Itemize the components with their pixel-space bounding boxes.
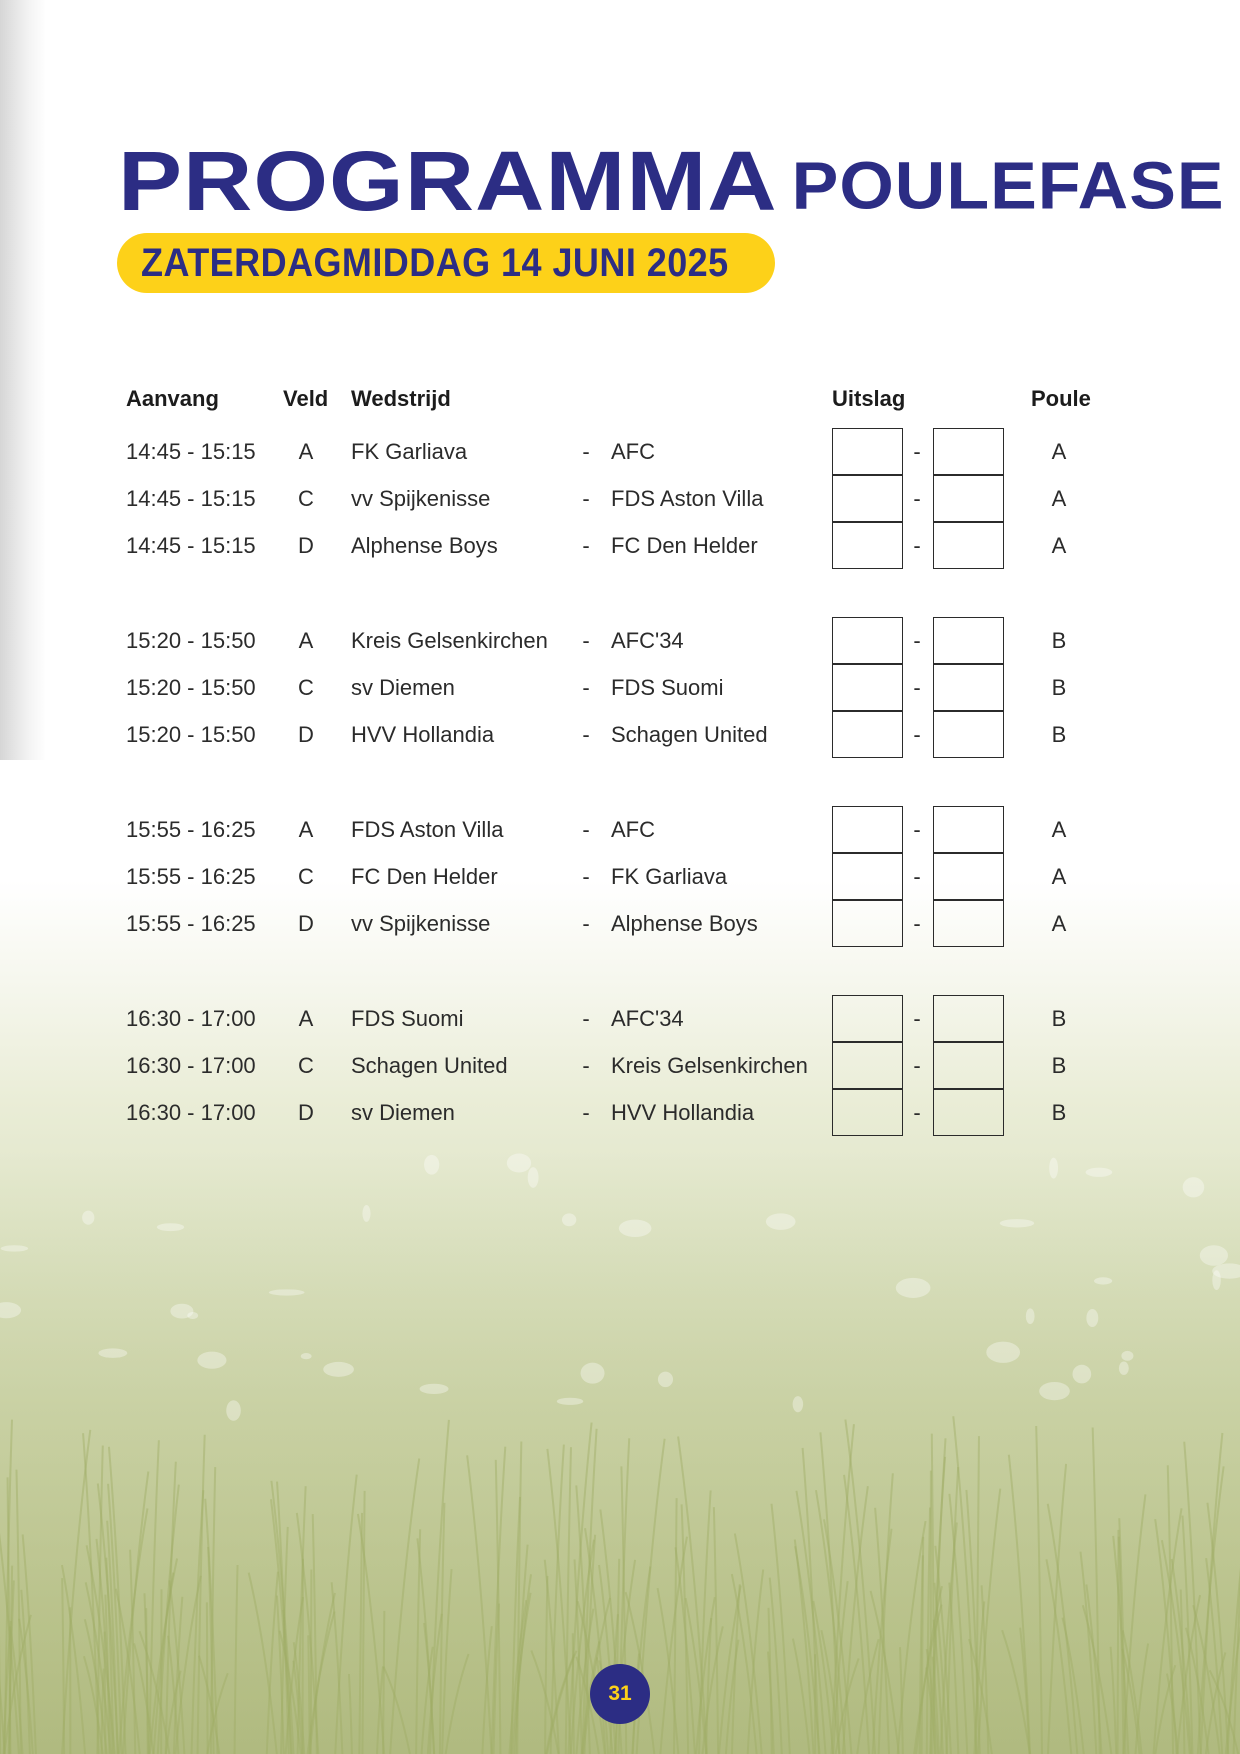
match-away-team: Kreis Gelsenkirchen (611, 1053, 808, 1078)
page-number-badge: 31 (590, 1664, 650, 1724)
score-box-home[interactable] (832, 900, 903, 947)
score-separator: - (913, 486, 921, 511)
match-home-team: Alphense Boys (351, 533, 498, 558)
score-box-home[interactable] (832, 995, 903, 1042)
grass-blade (573, 1633, 574, 1754)
match-row (0, 711, 1240, 758)
bokeh-light (1183, 1177, 1205, 1197)
score-separator: - (913, 864, 921, 889)
bokeh-light (986, 1342, 1020, 1363)
score-box-home[interactable] (832, 664, 903, 711)
match-row (0, 853, 1240, 900)
match-time: 14:45 - 15:15 (126, 533, 256, 558)
header-veld: Veld (283, 386, 329, 411)
score-separator: - (913, 911, 921, 936)
match-time: 14:45 - 15:15 (126, 439, 256, 464)
match-poule: A (1051, 864, 1067, 889)
score-box-away[interactable] (933, 900, 1004, 947)
bokeh-light (1200, 1245, 1228, 1266)
match-time: 15:20 - 15:50 (126, 628, 256, 653)
bokeh-light (187, 1312, 198, 1319)
score-box-home[interactable] (832, 853, 903, 900)
score-box-home[interactable] (832, 1042, 903, 1089)
match-away-team: AFC'34 (611, 628, 684, 653)
match-poule: B (1051, 1006, 1067, 1031)
bokeh-light (1086, 1168, 1113, 1177)
score-separator: - (913, 1006, 921, 1031)
score-separator: - (913, 628, 921, 653)
match-row (0, 806, 1240, 853)
match-veld: D (298, 722, 314, 747)
title-main: PROGRAMMA (118, 134, 778, 229)
match-separator: - (582, 533, 590, 558)
bokeh-light (420, 1384, 449, 1394)
match-home-team: FDS Suomi (351, 1006, 464, 1031)
match-row (0, 475, 1240, 522)
match-poule: B (1051, 722, 1067, 747)
match-row (0, 617, 1240, 664)
score-box-home[interactable] (832, 617, 903, 664)
bokeh-light (197, 1352, 226, 1369)
match-separator: - (582, 722, 590, 747)
bokeh-light (528, 1167, 539, 1188)
match-home-team: Schagen United (351, 1053, 508, 1078)
match-home-team: sv Diemen (351, 1100, 455, 1125)
match-separator: - (582, 675, 590, 700)
bokeh-light (581, 1363, 605, 1384)
bokeh-light (269, 1289, 305, 1295)
bokeh-light (896, 1278, 931, 1298)
match-poule: A (1051, 911, 1067, 936)
match-home-team: FK Garliava (351, 439, 468, 464)
match-away-team: FDS Aston Villa (611, 486, 764, 511)
score-separator: - (913, 533, 921, 558)
score-separator: - (913, 439, 921, 464)
match-separator: - (582, 817, 590, 842)
bokeh-light (507, 1153, 531, 1172)
match-away-team: AFC (611, 817, 655, 842)
match-poule: A (1051, 439, 1067, 464)
bokeh-light (301, 1353, 312, 1359)
header-uitslag: Uitslag (832, 386, 906, 411)
bokeh-light (1121, 1351, 1133, 1361)
match-away-team: FK Garliava (611, 864, 728, 889)
match-row (0, 900, 1240, 947)
match-poule: A (1051, 817, 1067, 842)
match-separator: - (582, 628, 590, 653)
score-box-home[interactable] (832, 522, 903, 569)
match-home-team: vv Spijkenisse (351, 486, 491, 511)
match-poule: B (1051, 675, 1067, 700)
match-row (0, 664, 1240, 711)
match-separator: - (582, 1100, 590, 1125)
match-separator: - (582, 486, 590, 511)
match-home-team: Kreis Gelsenkirchen (351, 628, 548, 653)
bokeh-light (323, 1362, 354, 1377)
match-away-team: AFC'34 (611, 1006, 684, 1031)
score-box-away[interactable] (933, 806, 1004, 853)
bokeh-light (1212, 1270, 1221, 1290)
score-box-home[interactable] (832, 1089, 903, 1136)
match-veld: C (298, 864, 314, 889)
bokeh-light (226, 1400, 241, 1421)
score-separator: - (913, 1100, 921, 1125)
match-veld: A (298, 817, 314, 842)
match-veld: C (298, 486, 314, 511)
match-away-team: Schagen United (611, 722, 768, 747)
match-away-team: AFC (611, 439, 655, 464)
page-title (118, 128, 1225, 229)
date-banner (117, 233, 775, 293)
match-time: 16:30 - 17:00 (126, 1006, 256, 1031)
match-home-team: FDS Aston Villa (351, 817, 504, 842)
match-row (0, 1042, 1240, 1089)
match-time: 15:55 - 16:25 (126, 817, 256, 842)
match-veld: D (298, 911, 314, 936)
match-veld: A (298, 439, 314, 464)
score-box-home[interactable] (832, 711, 903, 758)
match-row (0, 1089, 1240, 1136)
score-box-away[interactable] (933, 711, 1004, 758)
bokeh-light (1, 1245, 28, 1251)
match-away-team: FC Den Helder (611, 533, 758, 558)
score-separator: - (913, 817, 921, 842)
bokeh-light (658, 1372, 673, 1387)
match-separator: - (582, 911, 590, 936)
match-home-team: sv Diemen (351, 675, 455, 700)
bokeh-light (1049, 1158, 1058, 1179)
match-time: 16:30 - 17:00 (126, 1053, 256, 1078)
header-wedstrijd: Wedstrijd (351, 386, 451, 411)
score-box-home[interactable] (832, 428, 903, 475)
match-separator: - (582, 1006, 590, 1031)
match-veld: C (298, 1053, 314, 1078)
bokeh-light (619, 1220, 652, 1237)
score-box-home[interactable] (832, 475, 903, 522)
bokeh-light (424, 1155, 439, 1175)
score-box-away[interactable] (933, 853, 1004, 900)
match-separator: - (582, 864, 590, 889)
match-time: 15:55 - 16:25 (126, 911, 256, 936)
bokeh-light (1072, 1365, 1091, 1384)
bokeh-light (766, 1213, 796, 1230)
match-separator: - (582, 1053, 590, 1078)
bokeh-light (1094, 1277, 1112, 1284)
match-separator: - (582, 439, 590, 464)
bokeh-light (157, 1223, 184, 1231)
match-veld: C (298, 675, 314, 700)
score-separator: - (913, 675, 921, 700)
bokeh-light (1039, 1382, 1070, 1400)
score-box-away[interactable] (933, 522, 1004, 569)
match-poule: B (1051, 628, 1067, 653)
match-veld: D (298, 533, 314, 558)
bokeh-light (557, 1398, 583, 1405)
grass-blade (1118, 1530, 1119, 1754)
bokeh-light (1119, 1361, 1129, 1374)
bokeh-light (1026, 1308, 1035, 1324)
bokeh-light (793, 1396, 804, 1412)
date-label: ZATERDAGMIDDAG 14 JUNI 2025 (141, 240, 729, 285)
match-home-team: HVV Hollandia (351, 722, 495, 747)
match-time: 15:20 - 15:50 (126, 722, 256, 747)
match-poule: B (1051, 1053, 1067, 1078)
bokeh-light (562, 1213, 576, 1226)
score-box-away[interactable] (933, 475, 1004, 522)
header-aanvang: Aanvang (126, 386, 219, 411)
match-time: 16:30 - 17:00 (126, 1100, 256, 1125)
match-veld: D (298, 1100, 314, 1125)
score-box-away[interactable] (933, 1089, 1004, 1136)
match-veld: A (298, 1006, 314, 1031)
title-sub: POULEFASE (791, 148, 1225, 223)
match-row (0, 995, 1240, 1042)
bokeh-light (98, 1348, 127, 1357)
match-time: 15:20 - 15:50 (126, 675, 256, 700)
match-home-team: vv Spijkenisse (351, 911, 491, 936)
match-poule: B (1051, 1100, 1067, 1125)
bokeh-light (362, 1205, 370, 1222)
score-box-home[interactable] (832, 806, 903, 853)
grass-blade (207, 1602, 208, 1754)
match-time: 15:55 - 16:25 (126, 864, 256, 889)
match-away-team: FDS Suomi (611, 675, 724, 700)
bokeh-light (1086, 1309, 1098, 1327)
match-away-team: HVV Hollandia (611, 1100, 755, 1125)
score-box-away[interactable] (933, 664, 1004, 711)
score-box-away[interactable] (933, 617, 1004, 664)
header-poule: Poule (1031, 386, 1091, 411)
score-separator: - (913, 722, 921, 747)
match-poule: A (1051, 486, 1067, 511)
score-separator: - (913, 1053, 921, 1078)
match-row (0, 428, 1240, 475)
match-veld: A (298, 628, 314, 653)
match-away-team: Alphense Boys (611, 911, 758, 936)
match-row (0, 522, 1240, 569)
bokeh-light (1000, 1219, 1034, 1227)
match-time: 14:45 - 15:15 (126, 486, 256, 511)
match-poule: A (1051, 533, 1067, 558)
score-box-away[interactable] (933, 428, 1004, 475)
score-box-away[interactable] (933, 995, 1004, 1042)
bokeh-light (82, 1211, 94, 1225)
score-box-away[interactable] (933, 1042, 1004, 1089)
match-home-team: FC Den Helder (351, 864, 498, 889)
